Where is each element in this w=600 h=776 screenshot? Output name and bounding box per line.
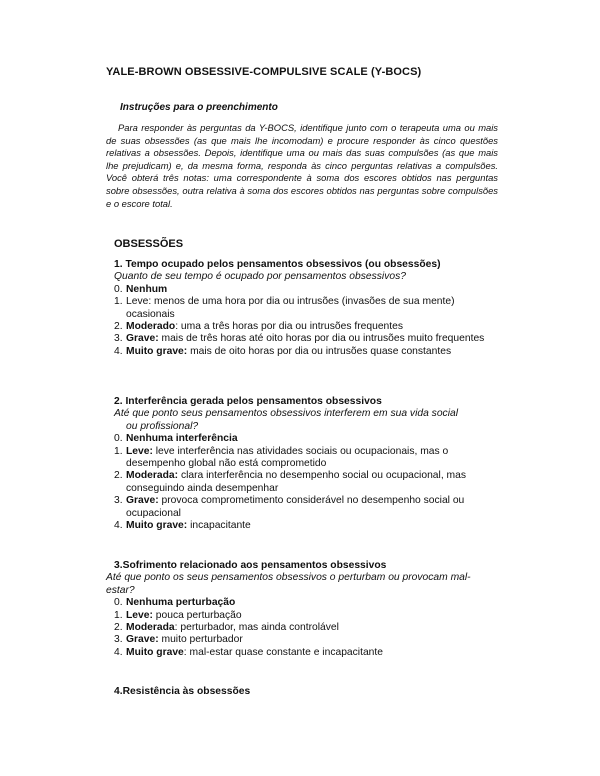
- option-item: 0. Nenhuma perturbação: [114, 597, 236, 609]
- question-subtitle: Quanto de seu tempo é ocupado por pensamentos obsessivos?: [114, 271, 406, 283]
- question-title: 3.Sofrimento relacionado aos pensamentos obsessivos: [114, 560, 387, 571]
- option-item: 4. Muito grave: mal-estar quase constante e incapacitante: [114, 646, 383, 658]
- option-item: 1. Leve: pouca perturbação: [114, 609, 242, 621]
- document-title: YALE-BROWN OBSESSIVE-COMPULSIVE SCALE (Y-BOCS): [106, 66, 422, 78]
- question-1: [114, 259, 494, 358]
- option-item: 3. Grave: provoca comprometimento considerável no desempenho social ou ocupacional: [114, 495, 465, 519]
- option-item: 3. Grave: muito perturbador: [114, 634, 243, 646]
- option-item: 1. Leve: leve interferência nas atividades sociais ou ocupacionais, mas o desempenho global não está comprometido: [114, 445, 449, 470]
- instructions-heading: Instruções para o preenchimento: [120, 102, 278, 113]
- question-2: [114, 396, 494, 532]
- option-item: 1. Leve: menos de uma hora por dia ou intrusões (invasões de sua mente) ocasionais: [114, 296, 455, 320]
- section-title: OBSESSÕES: [114, 238, 184, 250]
- option-item: 3. Grave: mais de três horas até oito horas por dia ou intrusões muito frequentes: [114, 333, 485, 345]
- instructions-text: Para responder às perguntas da Y-BOCS, identifique junto com o terapeuta uma ou mais de suas obsessões (as que mais lhe incomodam) e procure responder às cinco questões relativas a obsessões. Depois, identifique uma ou mais das suas compulsões (as que mais lhe prejudicam) e, da mesma forma, responda às cinco perguntas relativas a compulsões. Você obterá três notas: uma correspondente à soma dos escores obtidos nas perguntas sobre obsessões, outra relativa à soma dos escores obtidos nas perguntas sobre compulsões e o escore total.: [106, 122, 498, 209]
- option-item: 4. Muito grave: incapacitante: [114, 520, 251, 532]
- question-subtitle: Até que ponto seus pensamentos obsessivos interferem em sua vida social ou profissional?: [114, 408, 458, 432]
- question-3: [106, 560, 498, 659]
- question-title: 2. Interferência gerada pelos pensamentos obsessivos: [114, 396, 382, 407]
- option-item: 2. Moderada: perturbador, mas ainda controlável: [114, 622, 339, 634]
- instructions-body: [106, 122, 498, 210]
- option-item: 2. Moderado: uma a três horas por dia ou intrusões frequentes: [114, 321, 404, 333]
- option-item: 0. Nenhum: [114, 283, 168, 295]
- question-4: [114, 686, 494, 698]
- option-item: 0. Nenhuma interferência: [114, 433, 238, 445]
- option-item: 2. Moderada: clara interferência no desempenho social ou ocupacional, mas conseguindo ainda desempenhar: [114, 470, 466, 494]
- question-subtitle: Até que ponto os seus pensamentos obsessivos o perturbam ou provocam mal-estar?: [106, 572, 471, 596]
- option-item: 4. Muito grave: mais de oito horas por dia ou intrusões quase constantes: [114, 345, 452, 357]
- question-title: 4.Resistência às obsessões: [114, 686, 251, 697]
- question-title: 1. Tempo ocupado pelos pensamentos obsessivos (ou obsessões): [114, 259, 441, 270]
